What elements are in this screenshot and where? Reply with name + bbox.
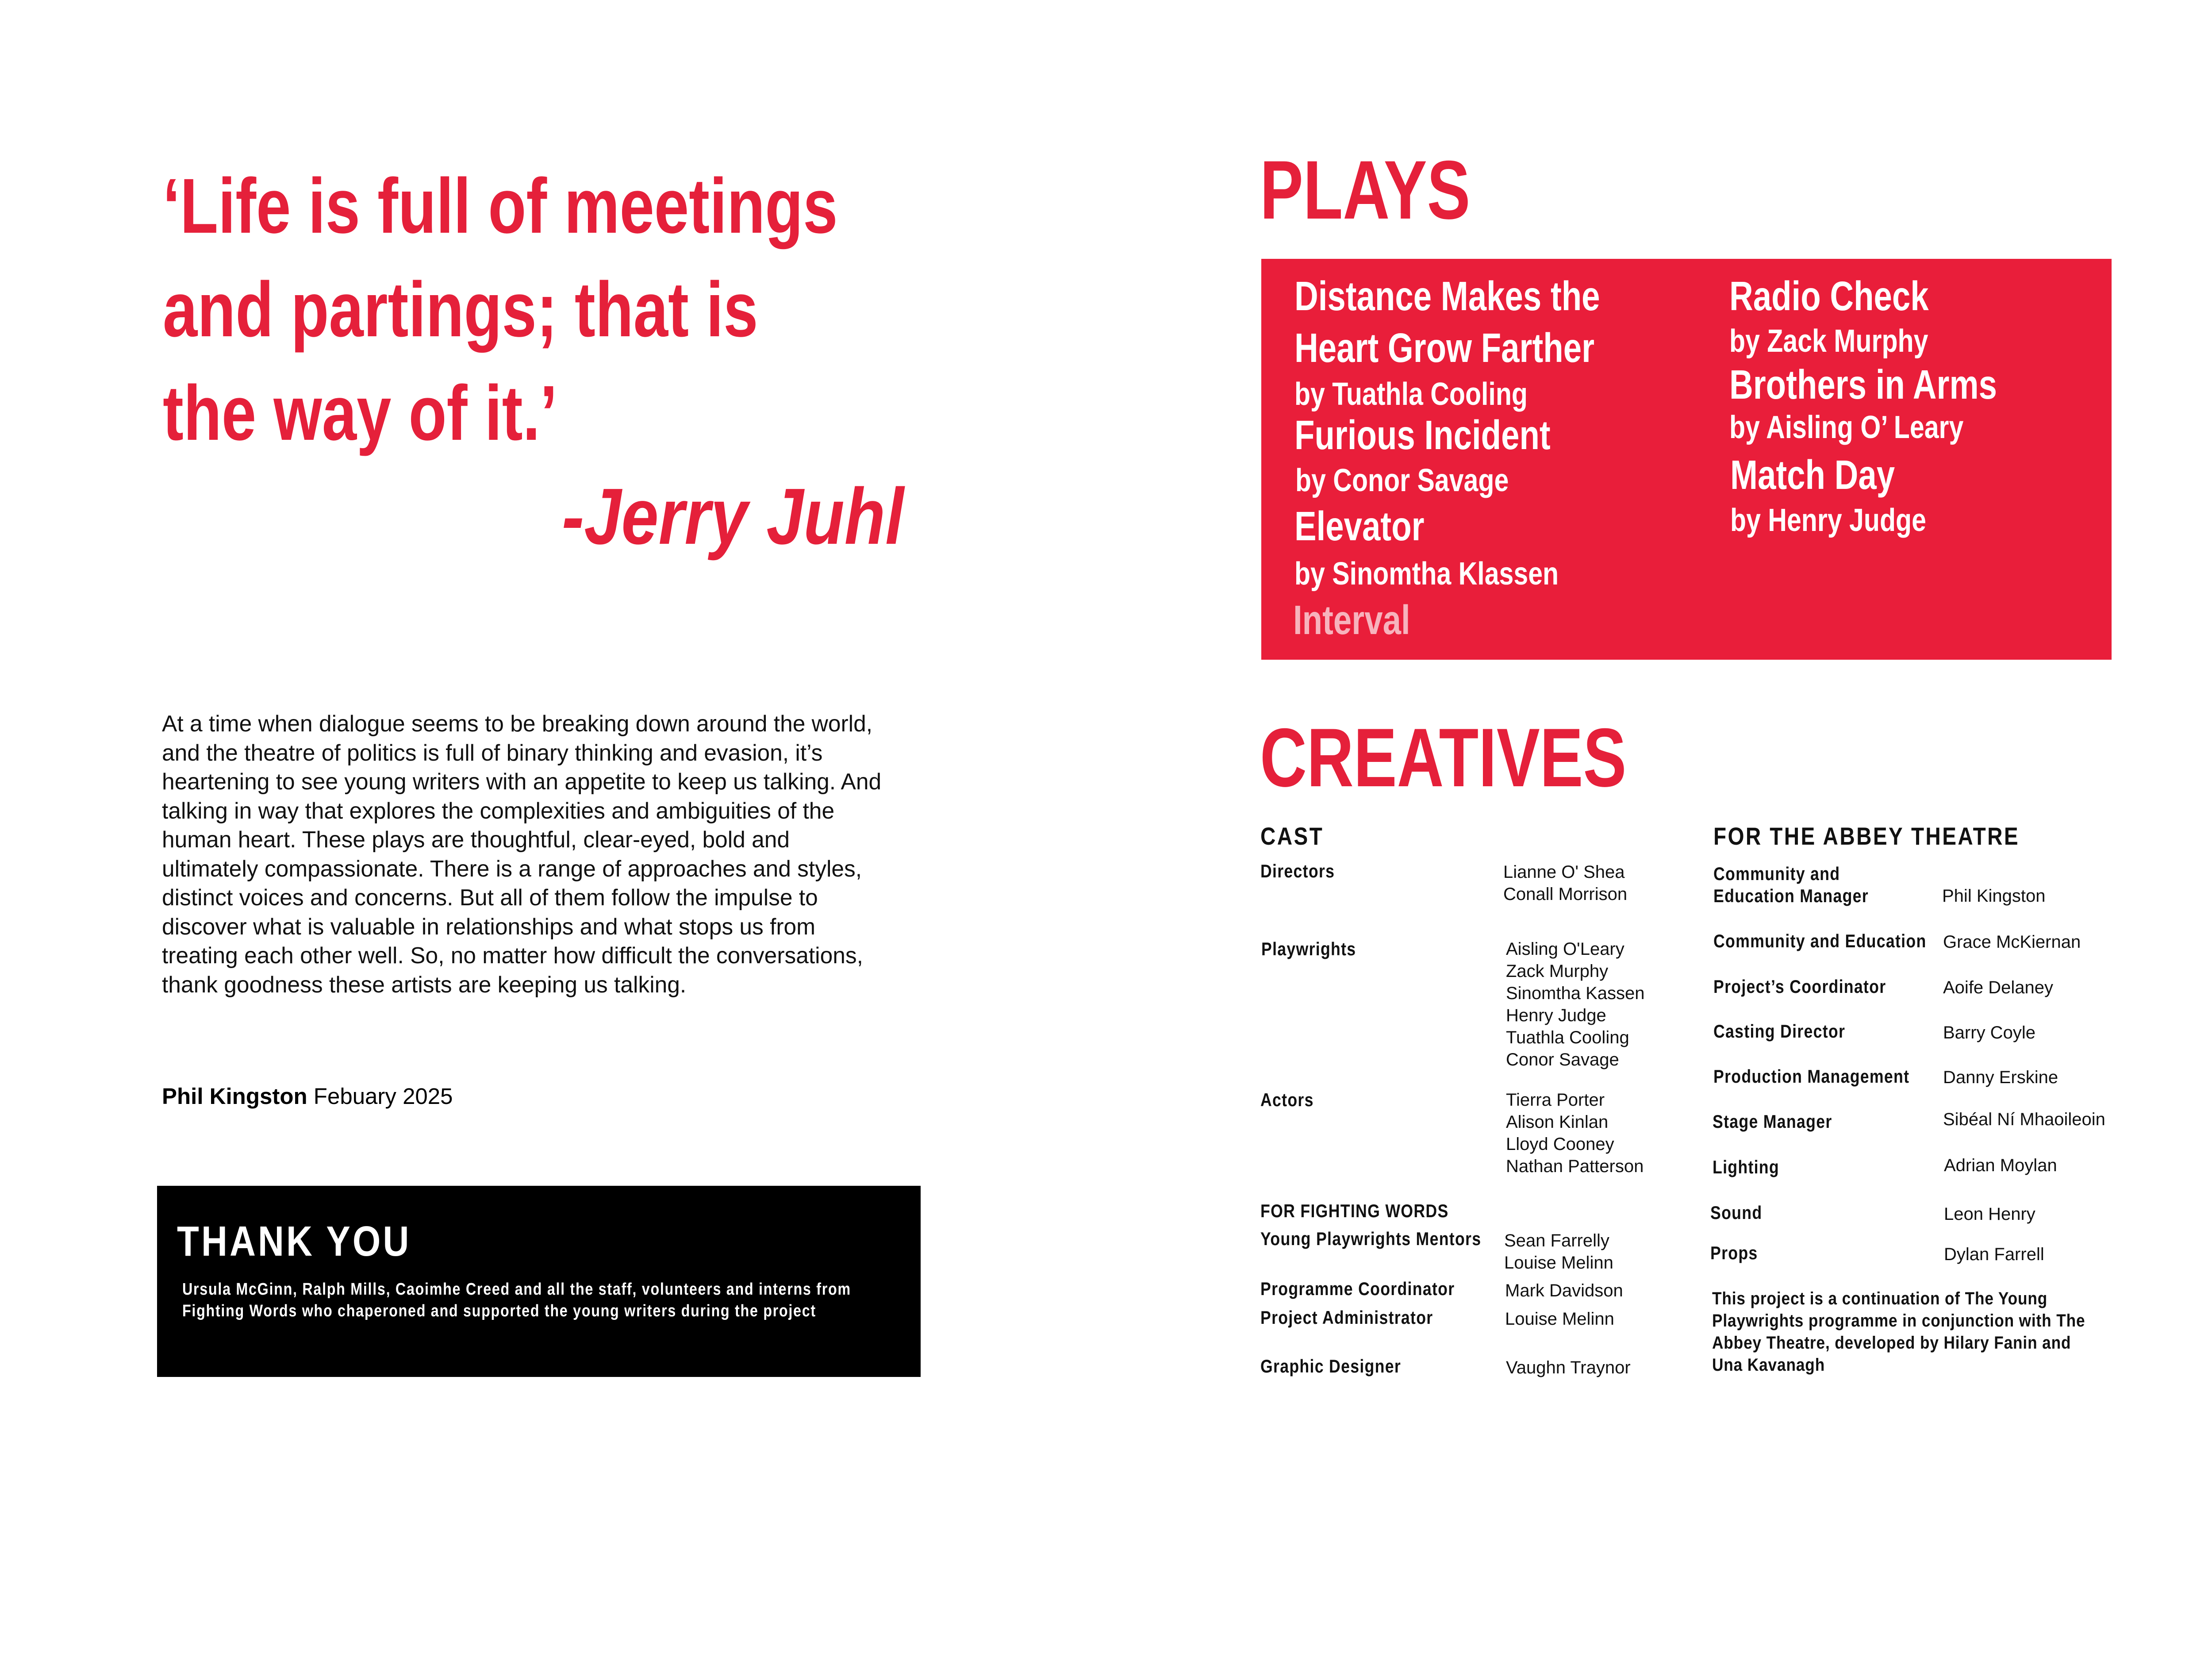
quote-line-1: ‘Life is full of meetings xyxy=(163,163,838,250)
directors-role: Directors xyxy=(1260,861,1335,881)
abbey-role-line: Education Manager xyxy=(1713,885,1869,906)
playwright-name: Aisling O'Leary xyxy=(1506,939,1624,959)
designer-name: Vaughn Traynor xyxy=(1506,1358,1631,1377)
abbey-name: Barry Coyle xyxy=(1943,1023,2035,1042)
play-title-line: Match Day xyxy=(1730,452,1895,498)
designer-role: Graphic Designer xyxy=(1260,1356,1401,1376)
mentors-names xyxy=(1504,1230,1613,1274)
thank-you-text: Ursula McGinn, Ralph Mills, Caoimhe Creed and all the staff, volunteers and interns from Fighting Words who chaperoned and supported the young writers during the project xyxy=(182,1280,851,1320)
play-title-line: Distance Makes the xyxy=(1294,273,1600,319)
play-author: by Zack Murphy xyxy=(1729,323,1928,359)
abbey-name: Danny Erskine xyxy=(1943,1068,2058,1087)
intro-paragraph: At a time when dialogue seems to be breaking down around the world, and the theatre of politics is full of binary thinking and evasion, it’s heartening to see young writers with an appetite to keep us talking. And talking in way that explores the complexities and ambiguities of the human heart. These plays are thoughtful, clear-eyed, bold and ultimately compassionate. There is a range of approaches and styles, distinct voices and concerns. But all of them follow the impulse to discover what is valuable in relationships and what stops us from treating each other well. So, no matter how difficult the conversations, thank goodness these artists are keeping us talking. xyxy=(162,711,882,997)
playwright-name: Zack Murphy xyxy=(1506,961,1609,981)
playwright-name: Tuathla Cooling xyxy=(1506,1028,1629,1047)
abbey-heading: FOR THE ABBEY THEATRE xyxy=(1713,822,2020,850)
plays-box xyxy=(1261,259,2112,660)
plays-heading: PLAYS xyxy=(1260,143,1471,236)
abbey-name: Dylan Farrell xyxy=(1944,1245,2044,1264)
thank-you-box xyxy=(157,1186,921,1377)
abbey-role: Project’s Coordinator xyxy=(1713,976,1886,997)
creatives-heading: CREATIVES xyxy=(1260,711,1627,804)
abbey-role: Lighting xyxy=(1713,1157,1779,1177)
mentors-role: Young Playwrights Mentors xyxy=(1260,1228,1482,1249)
coordinator-role: Programme Coordinator xyxy=(1260,1278,1455,1299)
actors-role: Actors xyxy=(1260,1089,1314,1110)
abbey-role: Sound xyxy=(1710,1202,1763,1223)
playwright-name: Conor Savage xyxy=(1506,1050,1619,1069)
coordinator-name: Mark Davidson xyxy=(1505,1281,1623,1300)
signoff-date: Febuary 2025 xyxy=(307,1084,453,1109)
quote-author: -Jerry Juhl xyxy=(562,472,904,561)
actors-names xyxy=(1506,1089,1644,1177)
abbey-name: Sibéal Ní Mhaoileoin xyxy=(1943,1110,2105,1129)
playwrights-names xyxy=(1506,938,1645,1071)
mentor-name: Sean Farrelly xyxy=(1504,1231,1609,1250)
actor-name: Nathan Patterson xyxy=(1506,1157,1644,1176)
director-name: Lianne O' Shea xyxy=(1503,862,1625,882)
thank-you-title: THANK YOU xyxy=(177,1218,411,1265)
play-title-line: Heart Grow Farther xyxy=(1294,325,1595,371)
play-author: by Sinomtha Klassen xyxy=(1294,556,1559,592)
actor-name: Lloyd Cooney xyxy=(1506,1134,1614,1154)
mentor-name: Louise Melinn xyxy=(1504,1253,1613,1273)
abbey-role xyxy=(1713,863,1869,907)
play-author: by Aisling O’ Leary xyxy=(1729,410,1964,445)
quote-line-2: and partings; that is xyxy=(163,266,758,353)
playwrights-role: Playwrights xyxy=(1261,938,1356,959)
signoff xyxy=(162,1083,453,1109)
project-note: This project is a continuation of The Young Playwrights programme in conjunction with The Abbey Theatre, developed by Hilary Fanin and Una Kavanagh xyxy=(1712,1289,2085,1375)
abbey-name: Aoife Delaney xyxy=(1943,978,2054,997)
play-title-line: Radio Check xyxy=(1729,273,1929,319)
play-author: by Tuathla Cooling xyxy=(1294,377,1528,412)
interval-label: Interval xyxy=(1293,597,1410,643)
administrator-name: Louise Melinn xyxy=(1505,1309,1614,1329)
abbey-role: Props xyxy=(1710,1242,1758,1263)
playwright-name: Henry Judge xyxy=(1506,1006,1606,1025)
play-author: by Henry Judge xyxy=(1730,503,1926,538)
abbey-role: Community and Education xyxy=(1713,930,1927,951)
administrator-role: Project Administrator xyxy=(1260,1307,1433,1328)
actor-name: Alison Kinlan xyxy=(1506,1112,1609,1132)
fighting-words-heading: FOR FIGHTING WORDS xyxy=(1260,1200,1449,1221)
abbey-name: Phil Kingston xyxy=(1942,886,2046,906)
abbey-name: Adrian Moylan xyxy=(1944,1156,2057,1175)
directors-names xyxy=(1503,861,1627,905)
play-title-line: Elevator xyxy=(1294,503,1425,549)
director-name: Conall Morrison xyxy=(1503,884,1628,904)
play-title-line: Furious Incident xyxy=(1294,412,1551,458)
abbey-role: Casting Director xyxy=(1713,1021,1846,1042)
playwright-name: Sinomtha Kassen xyxy=(1506,984,1645,1003)
play-title-line: Brothers in Arms xyxy=(1729,361,1997,408)
abbey-name: Leon Henry xyxy=(1944,1204,2035,1224)
cast-heading: CAST xyxy=(1260,822,1324,850)
quote-line-3: the way of it.’ xyxy=(163,370,557,457)
abbey-role: Production Management xyxy=(1713,1066,1910,1087)
signoff-name: Phil Kingston xyxy=(162,1084,307,1109)
actor-name: Tierra Porter xyxy=(1506,1090,1605,1110)
abbey-role: Stage Manager xyxy=(1713,1111,1832,1132)
abbey-role-line: Community and xyxy=(1713,863,1840,884)
abbey-name: Grace McKiernan xyxy=(1943,932,2081,952)
play-author: by Conor Savage xyxy=(1295,463,1509,498)
